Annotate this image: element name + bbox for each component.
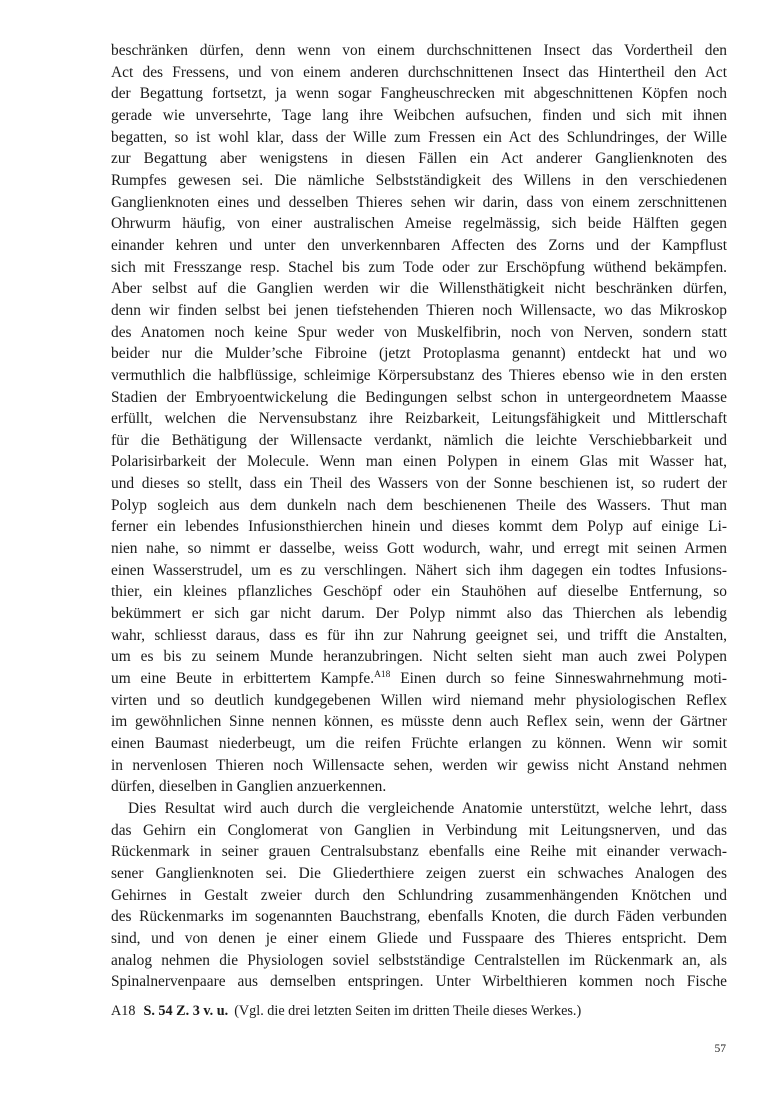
text-line: sener Ganglienknoten sei. Die Gliederthiere zeigen zuerst ein schwaches Analogen des xyxy=(111,864,727,882)
text-line: analog nehmen die Physiologen soviel selbstständige Centralstellen im Rückenmark an, als xyxy=(111,951,727,969)
text-line: virten und so deutlich kundgegebenen Willen wird niemand mehr physiologischen Reflex xyxy=(111,691,727,709)
text-line: sich mit Fresszange resp. Stachel bis zum Tode oder zur Erschöpfung wüthend bekämpfen. xyxy=(111,258,727,276)
text-line: einander kehren und unter den unverkennbaren Affecten des Zorns und der Kampflust xyxy=(111,236,727,254)
text-line: nien nahe, so nimmt er dasselbe, weiss Gott wodurch, wahr, und erregt mit seinen Armen xyxy=(111,540,727,558)
page-number: 57 xyxy=(714,1043,726,1055)
text-segment: Einen durch so feine Sinneswahrnehmung moti- xyxy=(390,670,727,688)
text-line: erfüllt, welchen die Nervensubstanz ihre Reizbarkeit, Leitungsfähigkeit und Mittlerschaft xyxy=(111,410,727,428)
text-line: bekümmert er sich gar nicht darum. Der Polyp nimmt also das Thierchen als lebendig xyxy=(111,605,727,623)
text-line: Rumpfes gewesen sei. Die nämliche Selbstständigkeit des Willens in den verschiedenen xyxy=(111,171,727,189)
text-line: Ganglienknoten eines und desselben Thieres sehen wir darin, dass von einem zerschnittenen xyxy=(111,193,727,211)
text-line: für die Bethätigung der Willensacte verdankt, nämlich die leichte Verschiebbarkeit und xyxy=(111,431,727,449)
text-line: beschränken dürfen, denn wenn von einem durchschnittenen Insect das Vordertheil den xyxy=(111,42,727,59)
text-line: einen Wasserstrudel, um es zu verschlingen. Nähert sich ihm dagegen ein todtes Infusions- xyxy=(111,561,727,579)
text-line: dürfen, dieselben in Ganglien anzuerkennen. xyxy=(111,778,387,796)
text-line: begatten, so ist wohl klar, dass der Wille zum Fressen ein Act des Schlundringes, der Wille xyxy=(111,128,727,146)
text-line: Ohrwurm häufig, von einer australischen Ameise regelmässig, sich beide Hälften gegen xyxy=(111,215,727,233)
text-line: das Gehirn ein Conglomerat von Ganglien in Verbindung mit Leitungsnerven, und das xyxy=(111,821,727,839)
text-line: sind, und von denen je einer einem Gliede und Fusspaare des Thieres entspricht. Dem xyxy=(111,929,727,947)
footnote-text: (Vgl. die drei letzten Seiten im dritten Theile dieses Werkes.) xyxy=(234,1003,582,1019)
text-line: Rückenmark in seiner grauen Centralsubstanz ebenfalls eine Reihe mit einander verwach- xyxy=(111,843,727,861)
text-line: des Anatomen noch keine Spur weder von Muskelfibrin, noch von Nerven, sondern statt xyxy=(111,323,727,341)
text-segment: um eine Beute in erbittertem Kampfe. xyxy=(111,670,375,688)
text-line-with-footnote-ref xyxy=(111,668,727,690)
text-line: thier, ein kleines pflanzliches Geschöpf oder ein Stauhöhen auf dieselbe Entfernung, so xyxy=(111,583,727,601)
text-line: ferner ein lebendes Infusionsthierchen hinein und dieses kommt dem Polyp auf einige Li- xyxy=(111,518,727,536)
paragraph-1 xyxy=(111,40,727,668)
text-line: Gehirnes in Gestalt zweier durch den Schlundring zusammenhängenden Knötchen und xyxy=(111,886,727,904)
footnote-label: A18 xyxy=(111,1003,136,1019)
footnote-reference: S. 54 Z. 3 v. u. xyxy=(143,1003,229,1019)
text-line: Polarisirbarkeit der Molecule. Wenn man einen Polypen in einem Glas mit Wasser hat, xyxy=(111,453,727,471)
text-line: beider nur die Mulder’sche Fibroine (jetzt Protoplasma genannt) entdeckt hat und wo xyxy=(111,345,727,363)
text-line: der Begattung fortsetzt, ja wenn sogar Fangheuschrecken mit abgeschnittenen Köpfen noch xyxy=(111,85,727,103)
text-line: gerade wie unversehrte, Tage lang ihre Weibchen aufsuchen, finden und sich mit ihnen xyxy=(111,106,727,124)
text-line: und dieses so stellt, dass ein Theil des Wassers von der Sonne beschienen ist, so rudert der xyxy=(111,475,727,493)
text-line: Act des Fressens, und von einem anderen durchschnittenen Insect das Hintertheil den Act xyxy=(111,63,727,81)
footnote xyxy=(111,1001,727,1021)
paragraph-2 xyxy=(111,798,727,993)
body-text xyxy=(111,40,727,993)
text-line: Spinalnervenpaare aus demselben entspringen. Unter Wirbelthieren kommen noch Fische xyxy=(111,973,727,991)
text-line: des Rückenmarks im sogenannten Bauchstrang, ebenfalls Knoten, die durch Fäden verbunden xyxy=(111,908,727,926)
text-line: denn wir finden selbst bei jenen tiefstehenden Thieren noch Willensacte, wo das Mikroskop xyxy=(111,301,727,319)
text-line: um es bis zu seinem Munde heranzubringen. Nicht selten sieht man auch zwei Polypen xyxy=(111,648,727,666)
text-line: in nervenlosen Thieren noch Willensacte sehen, werden wir gewiss nicht Anstand nehmen xyxy=(111,756,727,774)
footnote-marker[interactable]: A18 xyxy=(374,670,391,681)
text-line: im gewöhnlichen Sinne nennen können, es müsste denn auch Reflex sein, wenn der Gärtner xyxy=(111,713,727,731)
text-line: vermuthlich die halbflüssige, schleimige Körpersubstanz des Thieres ebenso wie in den ersten xyxy=(111,366,727,384)
text-line: zur Begattung aber wenigstens in diesen Fällen ein Act anderer Ganglienknoten des xyxy=(111,150,727,168)
text-line: Polyp sogleich aus dem dunkeln nach dem beschienenen Theile des Wassers. Thut man xyxy=(111,496,727,514)
text-line: Stadien der Embryoentwickelung die Bedingungen selbst schon in untergeordnetem Maasse xyxy=(111,388,727,406)
text-line: wahr, schliesst daraus, dass es für ihn zur Nahrung geeignet sei, und trifft die Anstalten, xyxy=(111,626,727,644)
paragraph-1-continued xyxy=(111,690,727,798)
text-line: Aber selbst auf die Ganglien werden wir die Willensthätigkeit nicht beschränken dürfen, xyxy=(111,280,727,298)
text-line: einen Baumast niederbeugt, um die reifen Früchte erlangen zu können. Wenn wir somit xyxy=(111,735,727,752)
text-line: Dies Resultat wird auch durch die vergleichende Anatomie unterstützt, welche lehrt, dass xyxy=(128,799,727,817)
